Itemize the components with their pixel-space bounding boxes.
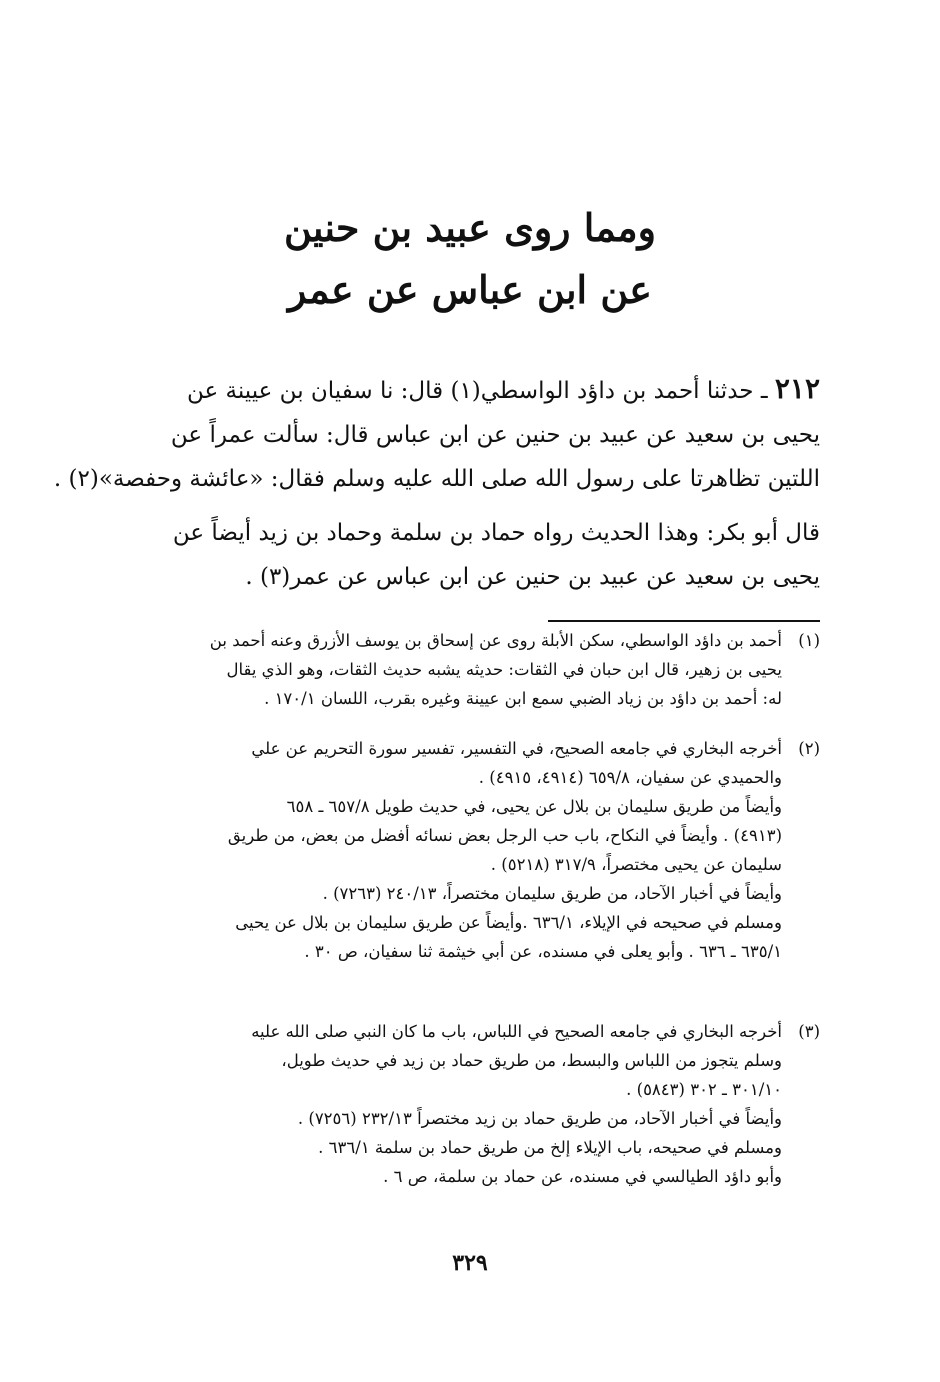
footnote-line: له: أحمد بن داؤد بن زياد الضبي سمع ابن عيينة وغيره بقرب، اللسان ١٧٠/١ .	[264, 689, 782, 708]
footnote-line: وأيضاً في أخبار الآحاد، من طريق حماد بن زيد مختصراً ٢٣٢/١٣ (٧٢٥٦) .	[297, 1109, 782, 1128]
footnote-line: أخرجه البخاري في جامعه الصحيح في اللباس، باب ما كان النبي صلى الله عليه	[251, 1022, 782, 1041]
hadith-line: اللتين تظاهرتا على رسول الله صلى الله عليه وسلم فقال: «عائشة وحفصة»(٢) .	[53, 466, 820, 492]
footnote-line: سليمان عن يحيى مختصراً، ٣١٧/٩ (٥٢١٨) .	[490, 855, 782, 874]
footnote-line: وسلم يتجوز من اللباس والبسط، من طريق حماد بن زيد في حديث طويل،	[281, 1051, 782, 1070]
commentary-line: يحيى بن سعيد عن عبيد بن حنين عن ابن عباس عن عمر(٣) .	[245, 564, 820, 590]
footnote-marker: (٢)	[798, 739, 820, 758]
footnote-body	[120, 626, 782, 713]
chapter-heading-line2: عن ابن عباس عن عمر	[288, 267, 652, 312]
footnote-line: يحيى بن زهير، قال ابن حبان في الثقات: حديثه يشبه حديث الثقات، وهو الذي يقال	[226, 660, 782, 679]
footnote-line: (٤٩١٣) . وأيضاً في النكاح، باب حب الرجل بعض نسائه أفضل من بعض، من طريق	[227, 826, 782, 845]
footnote-3	[120, 1017, 820, 1191]
commentary-line: قال أبو بكر: وهذا الحديث رواه حماد بن سلمة وحماد بن زيد أيضاً عن	[172, 520, 820, 546]
footnote-line: وأيضاً في أخبار الآحاد، من طريق سليمان مختصراً، ٢٤٠/١٣ (٧٢٦٣) .	[322, 884, 782, 903]
footnote-line: ٣٠١/١٠ ـ ٣٠٢ (٥٨٤٣) .	[626, 1080, 782, 1099]
footnote-line: وأيضاً من طريق سليمان بن بلال عن يحيى، في حديث طويل ٦٥٧/٨ ـ ٦٥٨	[286, 797, 782, 816]
footnote-line: أحمد بن داؤد الواسطي، سكن الأبلة روى عن إسحاق بن يوسف الأزرق وعنه أحمد بن	[209, 631, 782, 650]
footnote-1	[120, 626, 820, 713]
footnote-marker: (١)	[798, 631, 820, 650]
hadith-line	[120, 367, 820, 413]
footnote-body	[120, 734, 782, 966]
footnote-line: ومسلم في صحيحه في الإيلاء، ٦٣٦/١ .وأيضاً عن طريق سليمان بن بلال عن يحيى	[235, 913, 782, 932]
chapter-heading-line1: ومما روى عبيد بن حنين	[283, 205, 657, 250]
commentary-paragraph	[120, 511, 820, 599]
hadith-paragraph	[53, 367, 820, 501]
footnote-separator	[548, 620, 820, 622]
footnote-line: وأبو داؤد الطيالسي في مسنده، عن حماد بن سلمة، ص ٦ .	[383, 1167, 782, 1186]
footnote-line: ٦٣٥/١ ـ ٦٣٦ . وأبو يعلى في مسنده، عن أبي خيثمة ثنا سفيان، ص ٣٠ .	[304, 942, 782, 961]
footnote-line: أخرجه البخاري في جامعه الصحيح، في التفسير، تفسير سورة التحريم عن علي	[251, 739, 782, 758]
footnote-marker: (٣)	[798, 1022, 820, 1041]
hadith-line-text: ـ حدثنا أحمد بن داؤد الواسطي(١) قال: نا سفيان بن عيينة عن	[186, 378, 768, 404]
hadith-line: يحيى بن سعيد عن عبيد بن حنين عن ابن عباس قال: سألت عمراً عن	[170, 422, 820, 448]
footnote-line: والحميدي عن سفيان، ٦٥٩/٨ (٤٩١٤، ٤٩١٥) .	[478, 768, 782, 787]
footnote-line: ومسلم في صحيحه، باب الإيلاء إلخ من طريق حماد بن سلمة ٦٣٦/١ .	[318, 1138, 782, 1157]
footnote-2	[120, 734, 820, 966]
page-number: ٣٢٩	[452, 1250, 488, 1276]
footnote-body	[120, 1017, 782, 1191]
hadith-number: ٢١٢	[774, 372, 820, 405]
